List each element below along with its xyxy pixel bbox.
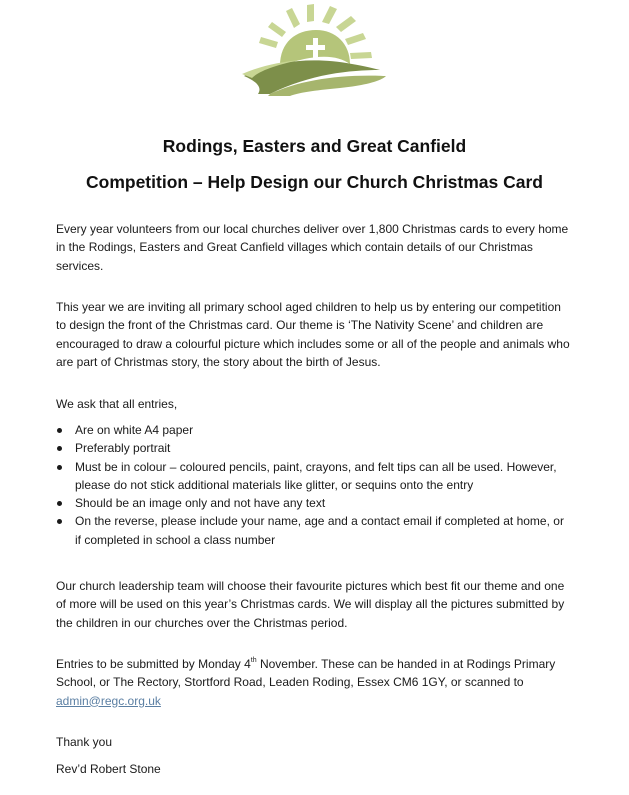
list-item: Should be an image only and not have any text — [56, 494, 571, 512]
list-item: Must be in colour – coloured pencils, paint, crayons, and felt tips can all be used. However, please do not stick additional materials like glitter, or sequins onto the entry — [56, 458, 571, 495]
page-subtitle: Competition – Help Design our Church Christmas Card — [86, 172, 543, 192]
judging-paragraph: Our church leadership team will choose their favourite pictures which best fit our theme and one of more will be used on this year’s Christmas cards. We will display all the pictures submitted by the children in our churches over the Christmas period. — [56, 579, 565, 630]
church-sunrise-logo — [240, 4, 390, 96]
bullet-icon — [57, 465, 62, 470]
bullet-icon — [57, 501, 62, 506]
email-link[interactable]: admin@regc.org.uk — [56, 693, 161, 708]
entry-requirements-list — [56, 421, 571, 549]
intro-paragraph: Every year volunteers from our local churches deliver over 1,800 Christmas cards to every home in the Rodings, Easters and Great Canfield villages which contain details of our Christmas services. — [56, 222, 569, 273]
list-item: Are on white A4 paper — [56, 421, 571, 439]
submission-paragraph: Entries to be submitted by Monday 4th November. These can be handed in at Rodings Primary School, or The Rectory, Stortford Road, Leaden Roding, Essex CM6 1GY, or scanned to admin@regc.org.uk — [56, 657, 556, 708]
list-item: On the reverse, please include your name, age and a contact email if completed at home, or if completed in school a class number — [56, 512, 571, 549]
bullet-icon — [57, 446, 62, 451]
closing-text: Thank you — [56, 735, 113, 749]
entries-intro: We ask that all entries, — [56, 397, 178, 411]
invitation-paragraph: This year we are inviting all primary school aged children to help us by entering our competition to design the front of the Christmas card. Our theme is ‘The Nativity Scene’ and children are encouraged to draw a colourful picture which includes some or all of the people and animals who are part of Christmas story, the story about the birth of Jesus. — [56, 300, 570, 369]
page-title: Rodings, Easters and Great Canfield — [162, 136, 467, 156]
bullet-icon — [57, 428, 62, 433]
bullet-icon — [57, 519, 62, 524]
signature: Rev’d Robert Stone — [56, 762, 161, 776]
list-item: Preferably portrait — [56, 439, 571, 457]
